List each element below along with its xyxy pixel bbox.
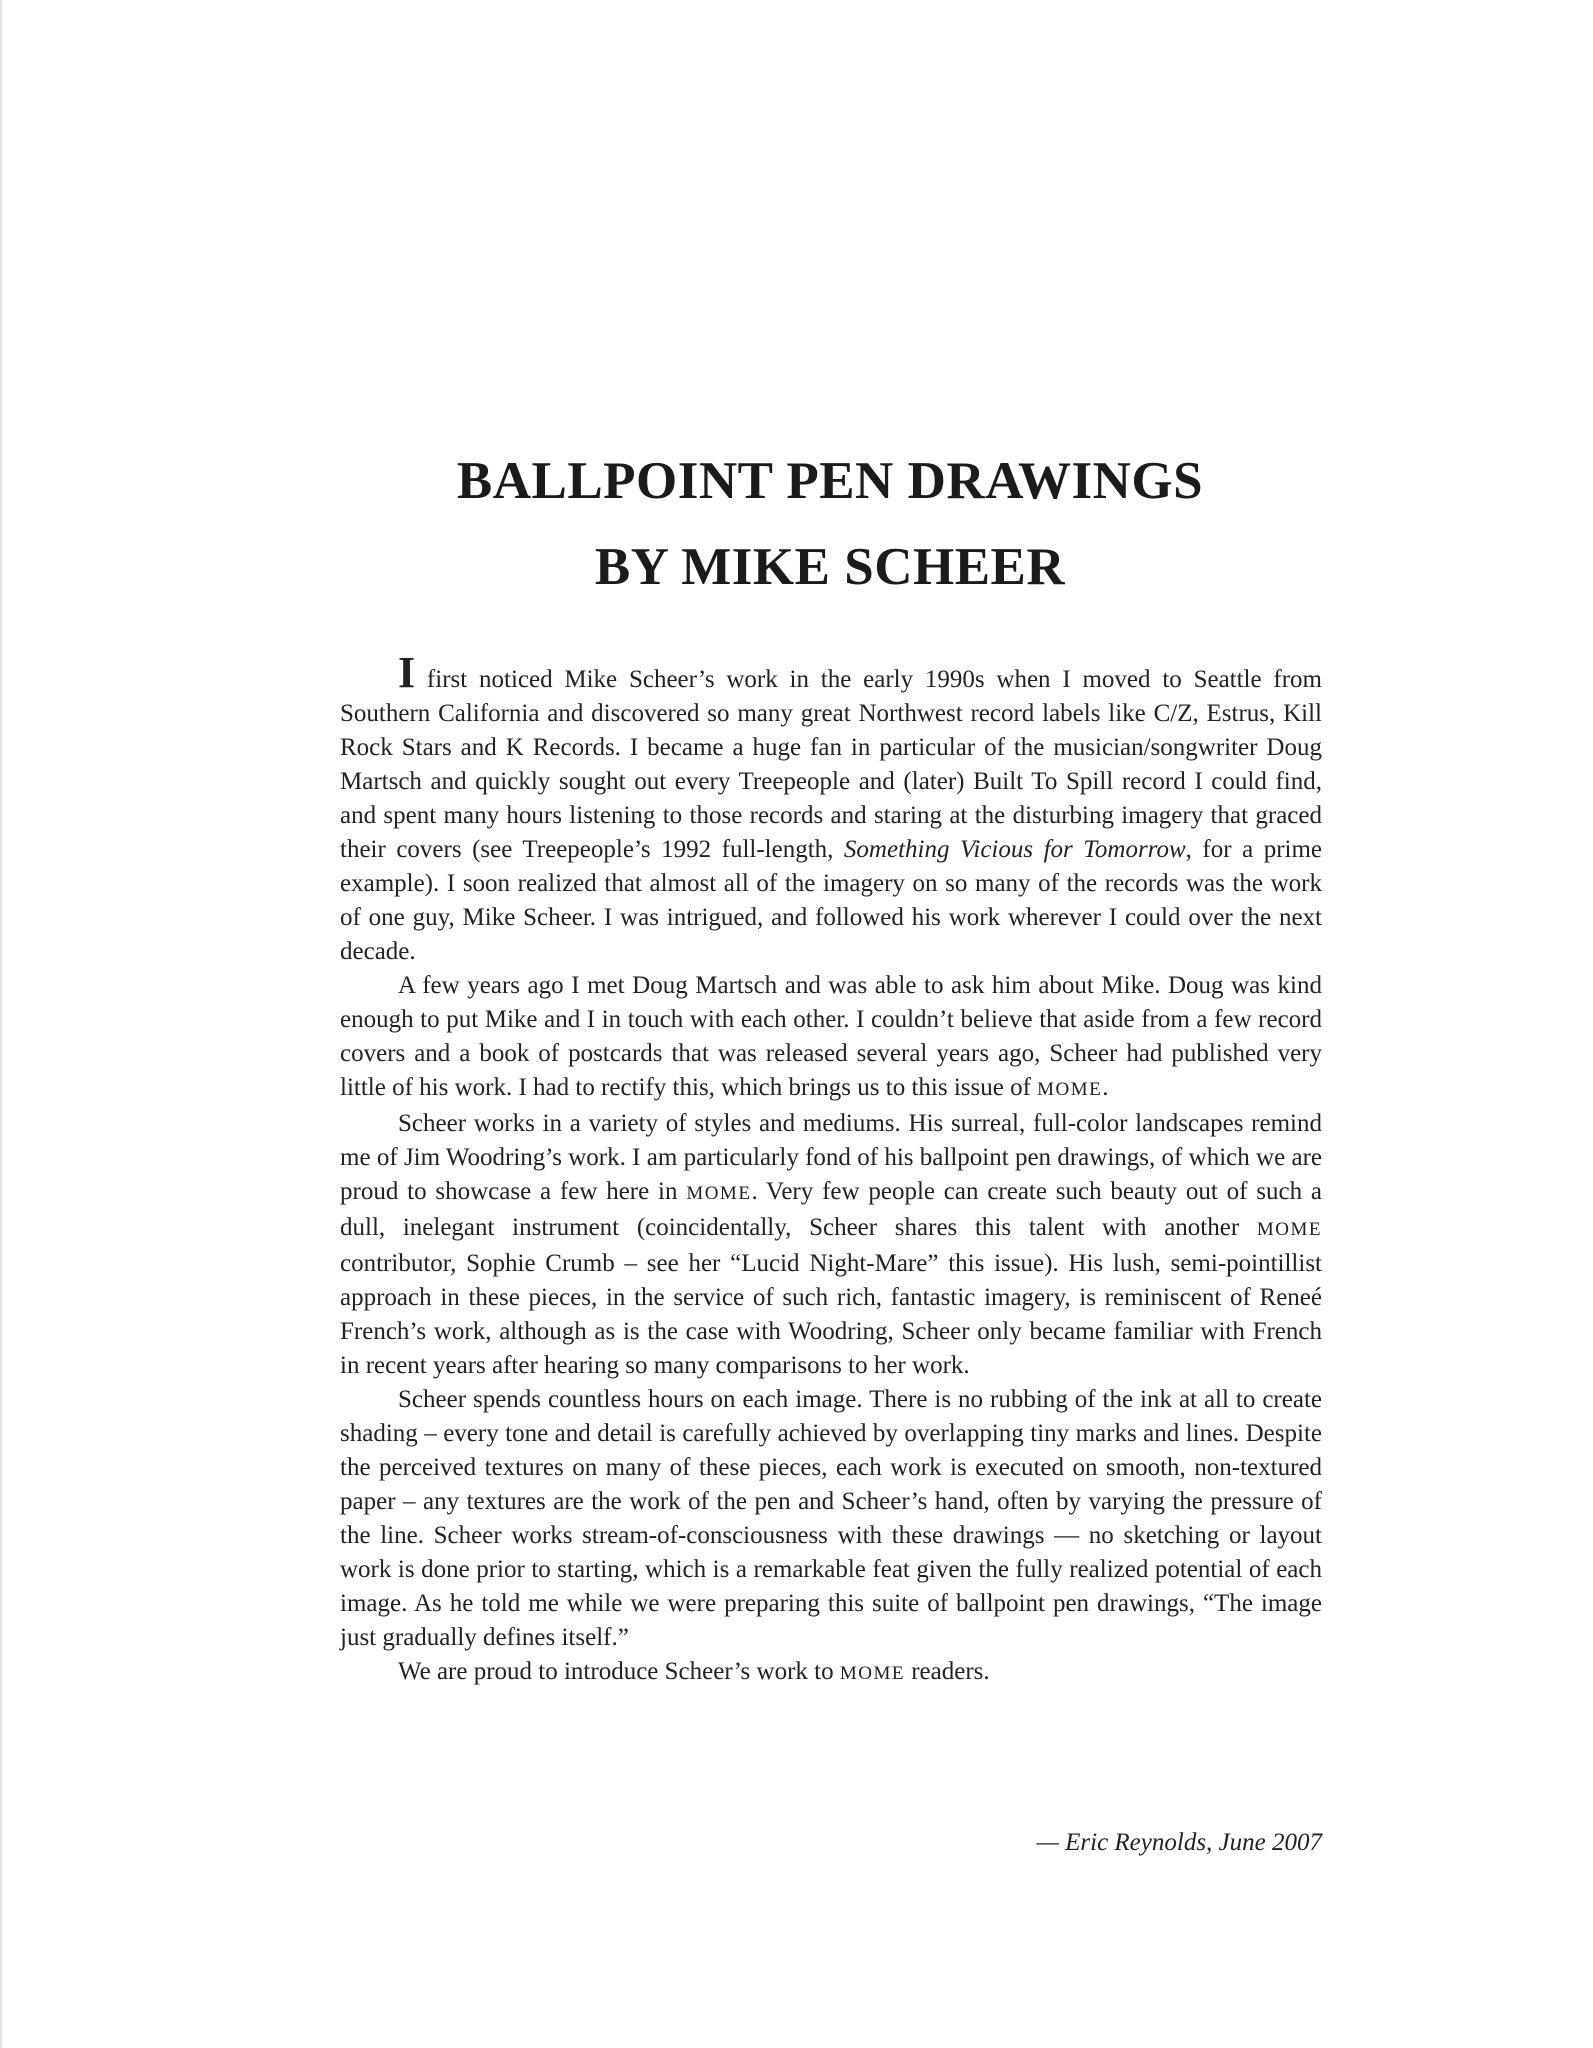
article-body (340, 648, 1323, 1691)
title-line-1: BALLPOINT PEN DRAWINGS (456, 452, 1204, 510)
mome-smallcaps: MOME (1256, 1219, 1322, 1240)
paragraph-3-text-a: Scheer works in a variety of styles and mediums. His surreal, full-color landscapes remind me of Jim Woodring’s work. I am particularly fond of his ballpoint pen drawings, of which we are proud to showcase a few here in (340, 1110, 1322, 1205)
paragraph-1-text-b: , for a prime example). I soon realized that almost all of the imagery on so many of the records was the work of one guy, Mike Scheer. I was intrigued, and followed his work wherever I could over the next decade. (340, 836, 1323, 965)
mome-smallcaps: MOME (1037, 1079, 1103, 1100)
author-signature: — Eric Reynolds, June 2007 (1036, 1829, 1322, 1856)
page-edge (0, 0, 2, 2048)
drop-cap: I (398, 648, 416, 697)
album-title: Something Vicious for Tomorrow (843, 836, 1186, 863)
paragraph-5 (340, 1655, 1322, 1691)
paragraph-3-text-b: . Very few people can create such beauty out of such a dull, inelegant instrument (coincidentally, Scheer shares this talent with another (340, 1178, 1323, 1241)
paragraph-2-text-a: A few years ago I met Doug Martsch and was able to ask him about Mike. Doug was kind enough to put Mike and I in touch with each other. I couldn’t believe that aside from a few record covers and a book of postcards that was released several years ago, Scheer had published very little of his work. I had to rectify this, which brings us to this issue of (340, 972, 1322, 1101)
paragraph-3 (340, 1107, 1322, 1383)
paragraph-2-text-b: . (1102, 1074, 1109, 1101)
paragraph-4: Scheer spends countless hours on each image. There is no rubbing of the ink at all to create shading – every tone and detail is carefully achieved by overlapping tiny marks and lines. Despite the perceived textures on many of these pieces, each work is executed on smooth, non-textured paper – any textures are the work of the pen and Scheer’s hand, often by varying the pressure of the line. Scheer works stream-of-consciousness with these drawings — no sketching or layout work is done prior to starting, which is a remarkable feat given the fully realized potential of each image. As he told me while we were preparing this suite of ballpoint pen drawings, “The image just gradually defines itself.” (340, 1386, 1322, 1651)
paragraph-2 (340, 969, 1322, 1107)
paragraph-5-text-b: readers. (904, 1658, 990, 1685)
paragraph-3-text-c: contributor, Sophie Crumb – see her “Lucid Night-Mare” this issue). His lush, semi-pointillist approach in these pieces, in the service of such rich, fantastic imagery, is reminiscent of Reneé French’s work, although as is the case with Woodring, Scheer only became familiar with French in recent years after hearing so many comparisons to her work. (340, 1250, 1322, 1379)
article-title (0, 438, 1593, 610)
paragraph-5-text-a: We are proud to introduce Scheer’s work to (398, 1658, 840, 1685)
title-line-2: BY MIKE SCHEER (594, 538, 1066, 596)
mome-smallcaps: MOME (839, 1663, 905, 1684)
mome-smallcaps: MOME (686, 1183, 752, 1204)
paragraph-1-text-a: first noticed Mike Scheer’s work in the early 1990s when I moved to Seattle from Southern California and discovered so many great Northwest record labels like C/Z, Estrus, Kill Rock Stars and K Records. I became a huge fan in particular of the musician/songwriter Doug Martsch and quickly sought out every Treepeople and (later) Built To Spill record I could find, and spent many hours listening to those records and staring at the disturbing imagery that graced their covers (see Treepeople’s 1992 full-length, (340, 666, 1322, 863)
paragraph-1 (340, 648, 1323, 969)
